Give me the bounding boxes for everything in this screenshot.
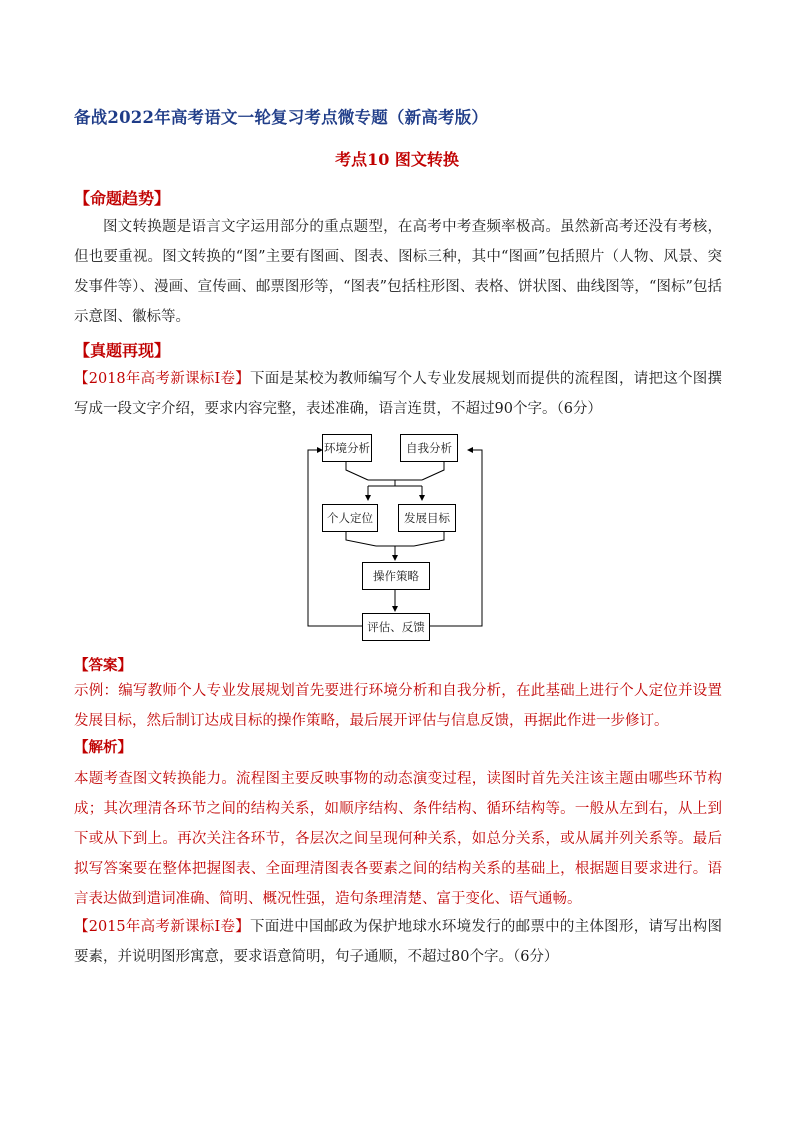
trend-heading: 【命题趋势】 — [74, 189, 171, 208]
answer-label: 【答案】 — [74, 657, 132, 674]
flow-node-position: 个人定位 — [322, 504, 378, 532]
flow-node-evaluation: 评估、反馈 — [362, 613, 430, 641]
flowchart — [300, 428, 490, 642]
flow-node-self: 自我分析 — [400, 434, 458, 462]
flow-node-goal: 发展目标 — [398, 504, 456, 532]
question-1 — [74, 364, 722, 424]
real-exam-heading: 【真题再现】 — [74, 341, 171, 360]
question-1-text: 下面是某校为教师编写个人专业发展规划而提供的流程图，请把这个图撰写成一段文字介绍，要求内容完整，表述准确，语言连贯，不超过90个字。（6分） — [74, 371, 722, 417]
document-subtitle: 考点10 图文转换 — [335, 150, 459, 169]
analysis-text: 本题考查图文转换能力。流程图主要反映事物的动态演变过程，读图时首先关注该主题由哪些环节构成；其次理清各环节之间的结构关系，如顺序结构、条件结构、循环结构等。一般从左到右，从上到下或从下到上。再次关注各环节，各层次之间呈现何种关系，如总分关系，或从属并列关系等。最后拟写答案要在整体把握图表、全面理清图表各要素之间的结构关系的基础上，根据题目要求进行。语言表达做到遣词准确、简明、概况性强，造句条理清楚、富于变化、语气通畅。 — [74, 771, 722, 907]
question-2-source: 【2015年高考新课标Ⅰ卷】 — [74, 919, 250, 935]
trend-paragraph: 图文转换题是语言文字运用部分的重点题型，在高考中考查频率极高。虽然新高考还没有考核，但也要重视。图文转换的“图”主要有图画、图表、图标三种，其中“图画”包括照片（人物、风景、突发事件等）、漫画、宣传画、邮票图形等，“图表”包括柱形图、表格、饼状图、曲线图等，“图标”包括示意图、徽标等。 — [74, 219, 722, 325]
question-1-source: 【2018年高考新课标Ⅰ卷】 — [74, 371, 250, 387]
flow-node-environment: 环境分析 — [322, 434, 372, 462]
analysis-label: 【解析】 — [74, 739, 132, 756]
document-title: 备战2022年高考语文一轮复习考点微专题（新高考版） — [74, 108, 489, 127]
flow-node-strategy: 操作策略 — [362, 562, 430, 590]
answer-text: 示例：编写教师个人专业发展规划首先要进行环境分析和自我分析，在此基础上进行个人定位并设置发展目标，然后制订达成目标的操作策略，最后展开评估与信息反馈，再据此作进一步修订。 — [74, 683, 722, 729]
question-2-text: 下面进中国邮政为保护地球水环境发行的邮票中的主体图形，请写出构图要素，并说明图形寓意，要求语意简明，句子通顺，不超过80个字。（6分） — [74, 919, 722, 965]
question-2 — [74, 912, 722, 972]
